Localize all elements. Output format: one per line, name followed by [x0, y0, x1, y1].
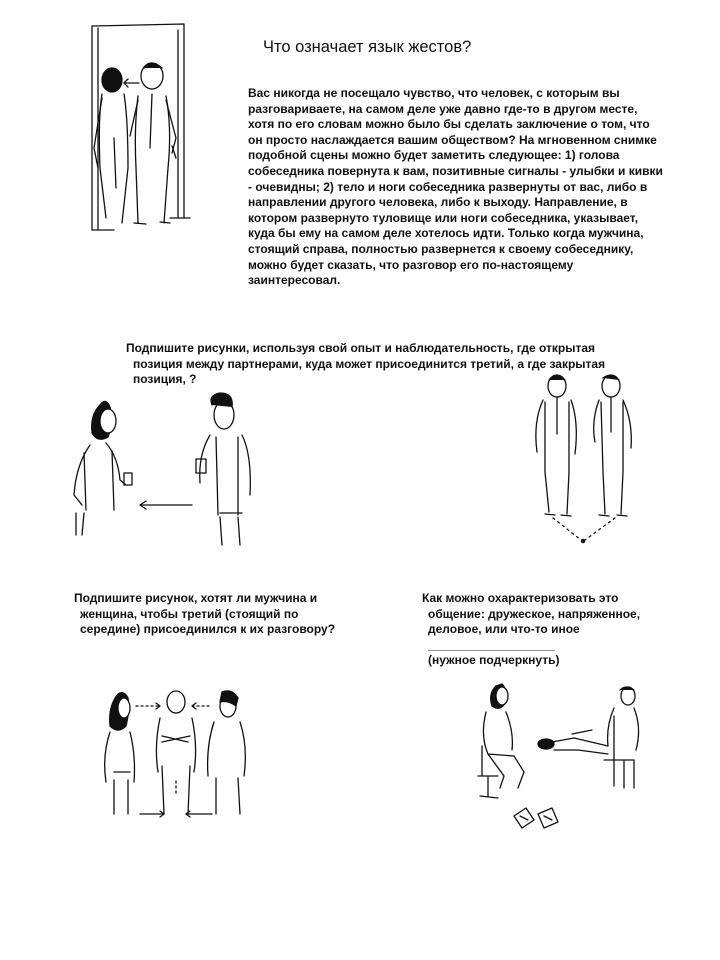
task-3-line-5: (нужное подчеркнуть): [428, 653, 560, 668]
illustration-two-people-seated: [474, 676, 644, 836]
illustration-three-people-standing: [100, 686, 250, 824]
task-3-line-3: деловое, или что-то иное: [428, 622, 580, 637]
task-1-line-1: Подпишите рисунки, используя свой опыт и наблюдательность, где открытая: [126, 341, 596, 355]
page-title: Что означает язык жестов?: [263, 38, 472, 56]
task-2-line-1: Подпишите рисунок, хотят ли мужчина и: [74, 591, 318, 605]
task-1-line-3: позиция, ?: [133, 372, 197, 387]
task-2-text: [74, 591, 374, 638]
task-2-line-3: середине) присоединился к их разговору?: [80, 622, 336, 637]
illustration-woman-and-man-with-drinks: [62, 385, 272, 550]
task-2-line-2: женщина, чтобы третий (стоящий по: [80, 606, 299, 621]
task-3-line-1: Как можно охарактеризовать это: [422, 591, 619, 605]
task-3-text: [422, 591, 712, 669]
illustration-two-men-standing-apart: [523, 372, 653, 552]
task-3-answer-blank[interactable]: ___________________: [428, 637, 555, 652]
task-3-line-2: общение: дружеское, напряженное,: [428, 606, 641, 621]
intro-paragraph: Вас никогда не посещало чувство, что человек, с которым вы разговариваете, на самом деле уже давно где-то в другом месте, хотя по его словам можно было бы сделать заключение о том, что он просто наслаждается вашим обществом? На мгновенном снимке подобной сцены можно будет заметить следующее: 1) голова собеседника повернута к вам, позитивные сигналы - улыбки и кивки - очевидны; 2) тело и ноги собеседника развернуты от вас, либо в направлении другого человека, либо к выходу. Направление, в котором развернуто туловище или ноги собеседника, указывает, куда бы ему на самом деле хотелось идти. Только когда мужчина, стоящий справа, полностью развернется к своему собеседнику, можно будет сказать, что разговор его по-настоящему заинтересовал.: [248, 86, 663, 288]
task-1-line-2: позиция между партнерами, куда может присоединится третий, а где закрытая: [133, 356, 606, 371]
illustration-two-men-at-door: [84, 18, 194, 233]
